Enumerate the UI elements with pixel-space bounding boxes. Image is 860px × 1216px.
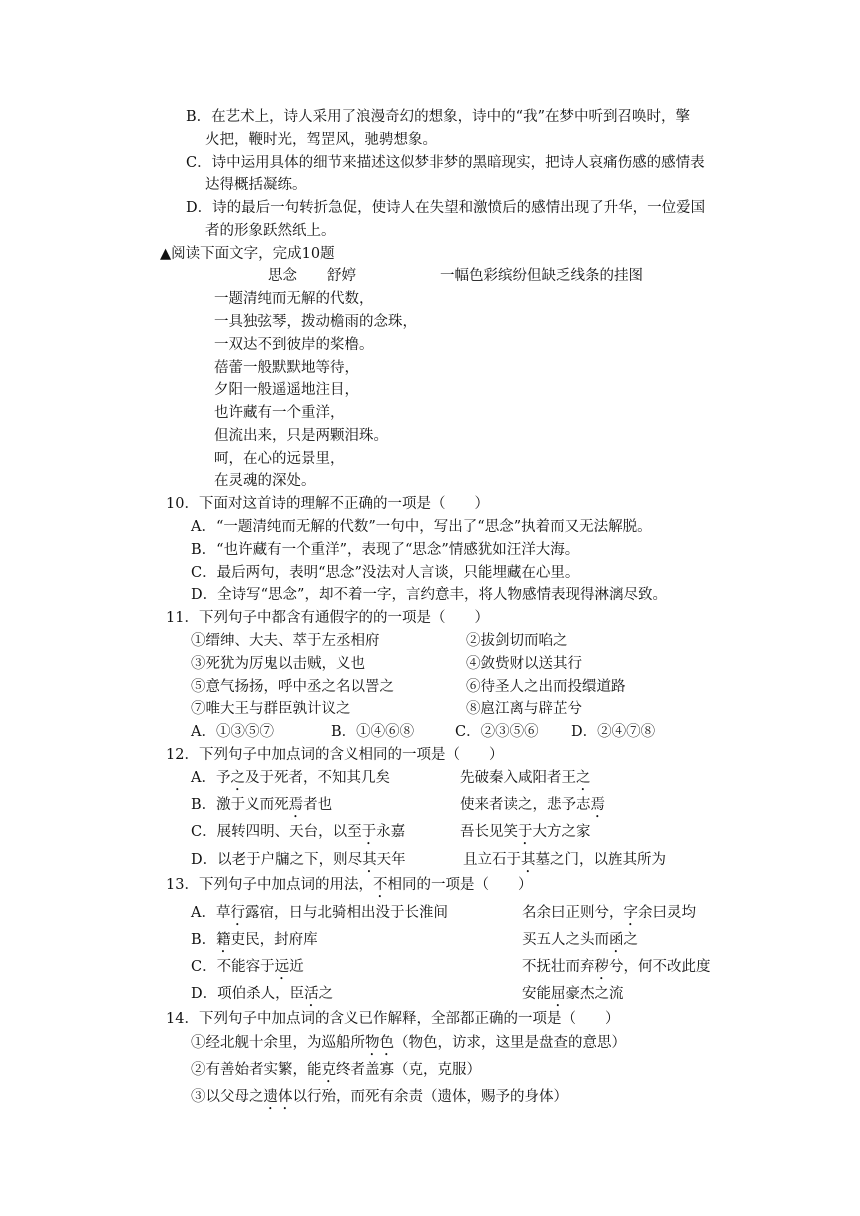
question-10-stem: 10．下面对这首诗的理解不正确的一项是（ ） <box>166 496 489 512</box>
question-11-item: ③死犹为厉鬼以击贼，义也 <box>191 656 365 672</box>
dotted-word: 籍 <box>216 932 231 948</box>
question-10-option-d: D．全诗写“思念”，却不着一字，言约意丰，将人物感情表现得淋漓尽致。 <box>191 587 667 603</box>
reading-instruction: ▲阅读下面文字，完成10题 <box>160 246 335 262</box>
dotted-word: 其 <box>521 852 536 868</box>
question-11-choice-a: A．①③⑤⑦ <box>191 724 274 740</box>
question-13-stem: 13．下列句子中加点词的用法，不相同的一项是（ ） <box>166 877 533 893</box>
dotted-word: 字 <box>623 905 638 921</box>
question-12-option-c-left: C．展转四明、天台，以至于永嘉 <box>191 824 406 840</box>
dotted-word: 远 <box>274 959 290 975</box>
poem-line: 但流出来，只是两颗泪珠。 <box>214 428 388 444</box>
question-12-option-d-left: D．以老于户牖之下，则尽其天年 <box>191 852 406 868</box>
question-11-choice-c: C．②③⑤⑥ <box>455 724 539 740</box>
prev-option-c-line2: 达得概括凝练。 <box>205 177 307 193</box>
prev-option-d-line1: D．诗的最后一句转折急促，使诗人在失望和激愤后的感情出现了升华，一位爱国 <box>186 200 706 216</box>
dotted-word: 焉 <box>590 797 605 813</box>
question-11-choice-d: D．②④⑦⑧ <box>571 724 656 740</box>
poem-author: 舒婷 <box>327 268 356 284</box>
dotted-word: 于 <box>518 824 533 840</box>
question-10-option-b: B．“也许藏有一个重洋”，表现了“思念”情感犹如汪洋大海。 <box>191 542 580 558</box>
poem-line: 一具独弦琴，拨动檐雨的念珠， <box>214 314 417 330</box>
question-11-item: ⑥待圣人之出而投缳道路 <box>466 679 626 695</box>
question-14-item-1: ①经北舰十余里，为巡船所物色（物色，访求，这里是盘查的意思） <box>191 1035 626 1051</box>
question-14-stem: 14．下列句子中加点词的含义已作解释，全部都正确的一项是（ ） <box>166 1011 620 1027</box>
question-13-option-a-left: A．草行露宿，日与北骑相出没于长淮间 <box>191 905 448 921</box>
question-12-option-b-right: 使来者读之，悲予志焉 <box>460 797 605 813</box>
poem-line: 呵，在心的远景里， <box>214 451 345 467</box>
dotted-word: 秽 <box>594 959 609 975</box>
question-13-option-d-left: D．项伯杀人，臣活之 <box>191 986 334 1002</box>
poem-line: 一双达不到彼岸的桨橹。 <box>214 337 374 353</box>
question-12-option-b-left: B．激于义而死焉者也 <box>191 797 333 813</box>
dotted-word: 物色 <box>365 1035 394 1051</box>
dotted-word: 其 <box>362 852 377 868</box>
question-10-option-c: C．最后两句，表明“思念”没法对人言谈，只能埋藏在心里。 <box>191 565 580 581</box>
question-13-option-c-left: C．不能容于远近 <box>191 959 304 975</box>
question-12-option-a-right: 先破秦入咸阳者王之 <box>460 770 591 786</box>
poem-line: 一幅色彩缤纷但缺乏线条的挂图 <box>440 268 643 284</box>
question-11-item: ①缙绅、大夫、萃于左丞相府 <box>191 633 380 649</box>
poem-line: 在灵魂的深处。 <box>214 473 316 489</box>
prev-option-b-line2: 火把，鞭时光，驾罡风，驰骋想象。 <box>205 132 437 148</box>
dotted-word: 行 <box>230 905 245 921</box>
poem-line: 一题清纯而无解的代数， <box>214 291 374 307</box>
prev-option-c-line1: C．诗中运用具体的细节来描述这似梦非梦的黑暗现实，把诗人哀痛伤感的感情表 <box>186 155 705 171</box>
question-13-option-b-right: 买五人之头而函之 <box>522 932 638 948</box>
dotted-word: 不 <box>372 877 388 893</box>
question-13-option-c-right: 不抚壮而弃秽兮，何不改此度 <box>522 959 711 975</box>
question-11-item: ②拔剑切而啗之 <box>466 633 568 649</box>
dotted-word: 克 <box>321 1062 336 1078</box>
question-10-option-a: A．“一题清纯而无解的代数”一句中，写出了“思念”执着而又无法解脱。 <box>191 519 652 535</box>
dotted-word: 之 <box>230 770 245 786</box>
dotted-word: 遗体 <box>263 1089 293 1105</box>
question-12-stem: 12．下列句子中加点词的含义相同的一项是（ ） <box>166 747 504 763</box>
prev-option-b-line1: B．在艺术上，诗人采用了浪漫奇幻的想象，诗中的“我”在梦中听到召唤时，擎 <box>186 109 690 125</box>
dotted-word: 之 <box>576 770 591 786</box>
dotted-word: 焉 <box>288 797 304 813</box>
question-11-item: ⑦唯大王与群臣孰计议之 <box>191 701 351 717</box>
dotted-word: 于 <box>361 824 377 840</box>
question-11-item: ⑤意气扬扬，呼中丞之名以詈之 <box>191 679 394 695</box>
question-12-option-c-right: 吾长见笑于大方之家 <box>460 824 591 840</box>
poem-line: 蓓蕾一般默默地等待， <box>214 360 359 376</box>
question-11-choice-b: B．①④⑥⑧ <box>331 724 415 740</box>
question-11-stem: 11．下列句子中都含有通假字的的一项是（ ） <box>166 610 489 626</box>
question-11-item: ⑧扈江离与辟芷兮 <box>466 701 582 717</box>
prev-option-d-line2: 者的形象跃然纸上。 <box>205 223 336 239</box>
question-13-option-b-left: B．籍吏民，封府库 <box>191 932 318 948</box>
question-14-item-2: ②有善始者实繁，能克终者盖寡（克，克服） <box>191 1062 481 1078</box>
poem-line: 也许藏有一个重洋， <box>214 405 345 421</box>
question-12-option-a-left: A．予之及于死者，不知其几矣 <box>191 770 390 786</box>
dotted-word: 活 <box>304 986 319 1002</box>
poem-title: 思念 <box>268 268 297 284</box>
dotted-word: 屈 <box>551 986 566 1002</box>
question-13-option-a-right: 名余曰正则兮，字余曰灵均 <box>522 905 696 921</box>
question-13-option-d-right: 安能屈豪杰之流 <box>522 986 624 1002</box>
poem-line: 夕阳一般遥遥地注目， <box>214 382 359 398</box>
question-14-item-3: ③以父母之遗体以行殆，而死有余责（遗体，赐予的身体） <box>191 1089 568 1105</box>
question-11-item: ④敛赀财以送其行 <box>466 656 582 672</box>
dotted-word: 函 <box>609 932 624 948</box>
question-12-option-d-right: 且立石于其墓之门，以旌其所为 <box>463 852 666 868</box>
